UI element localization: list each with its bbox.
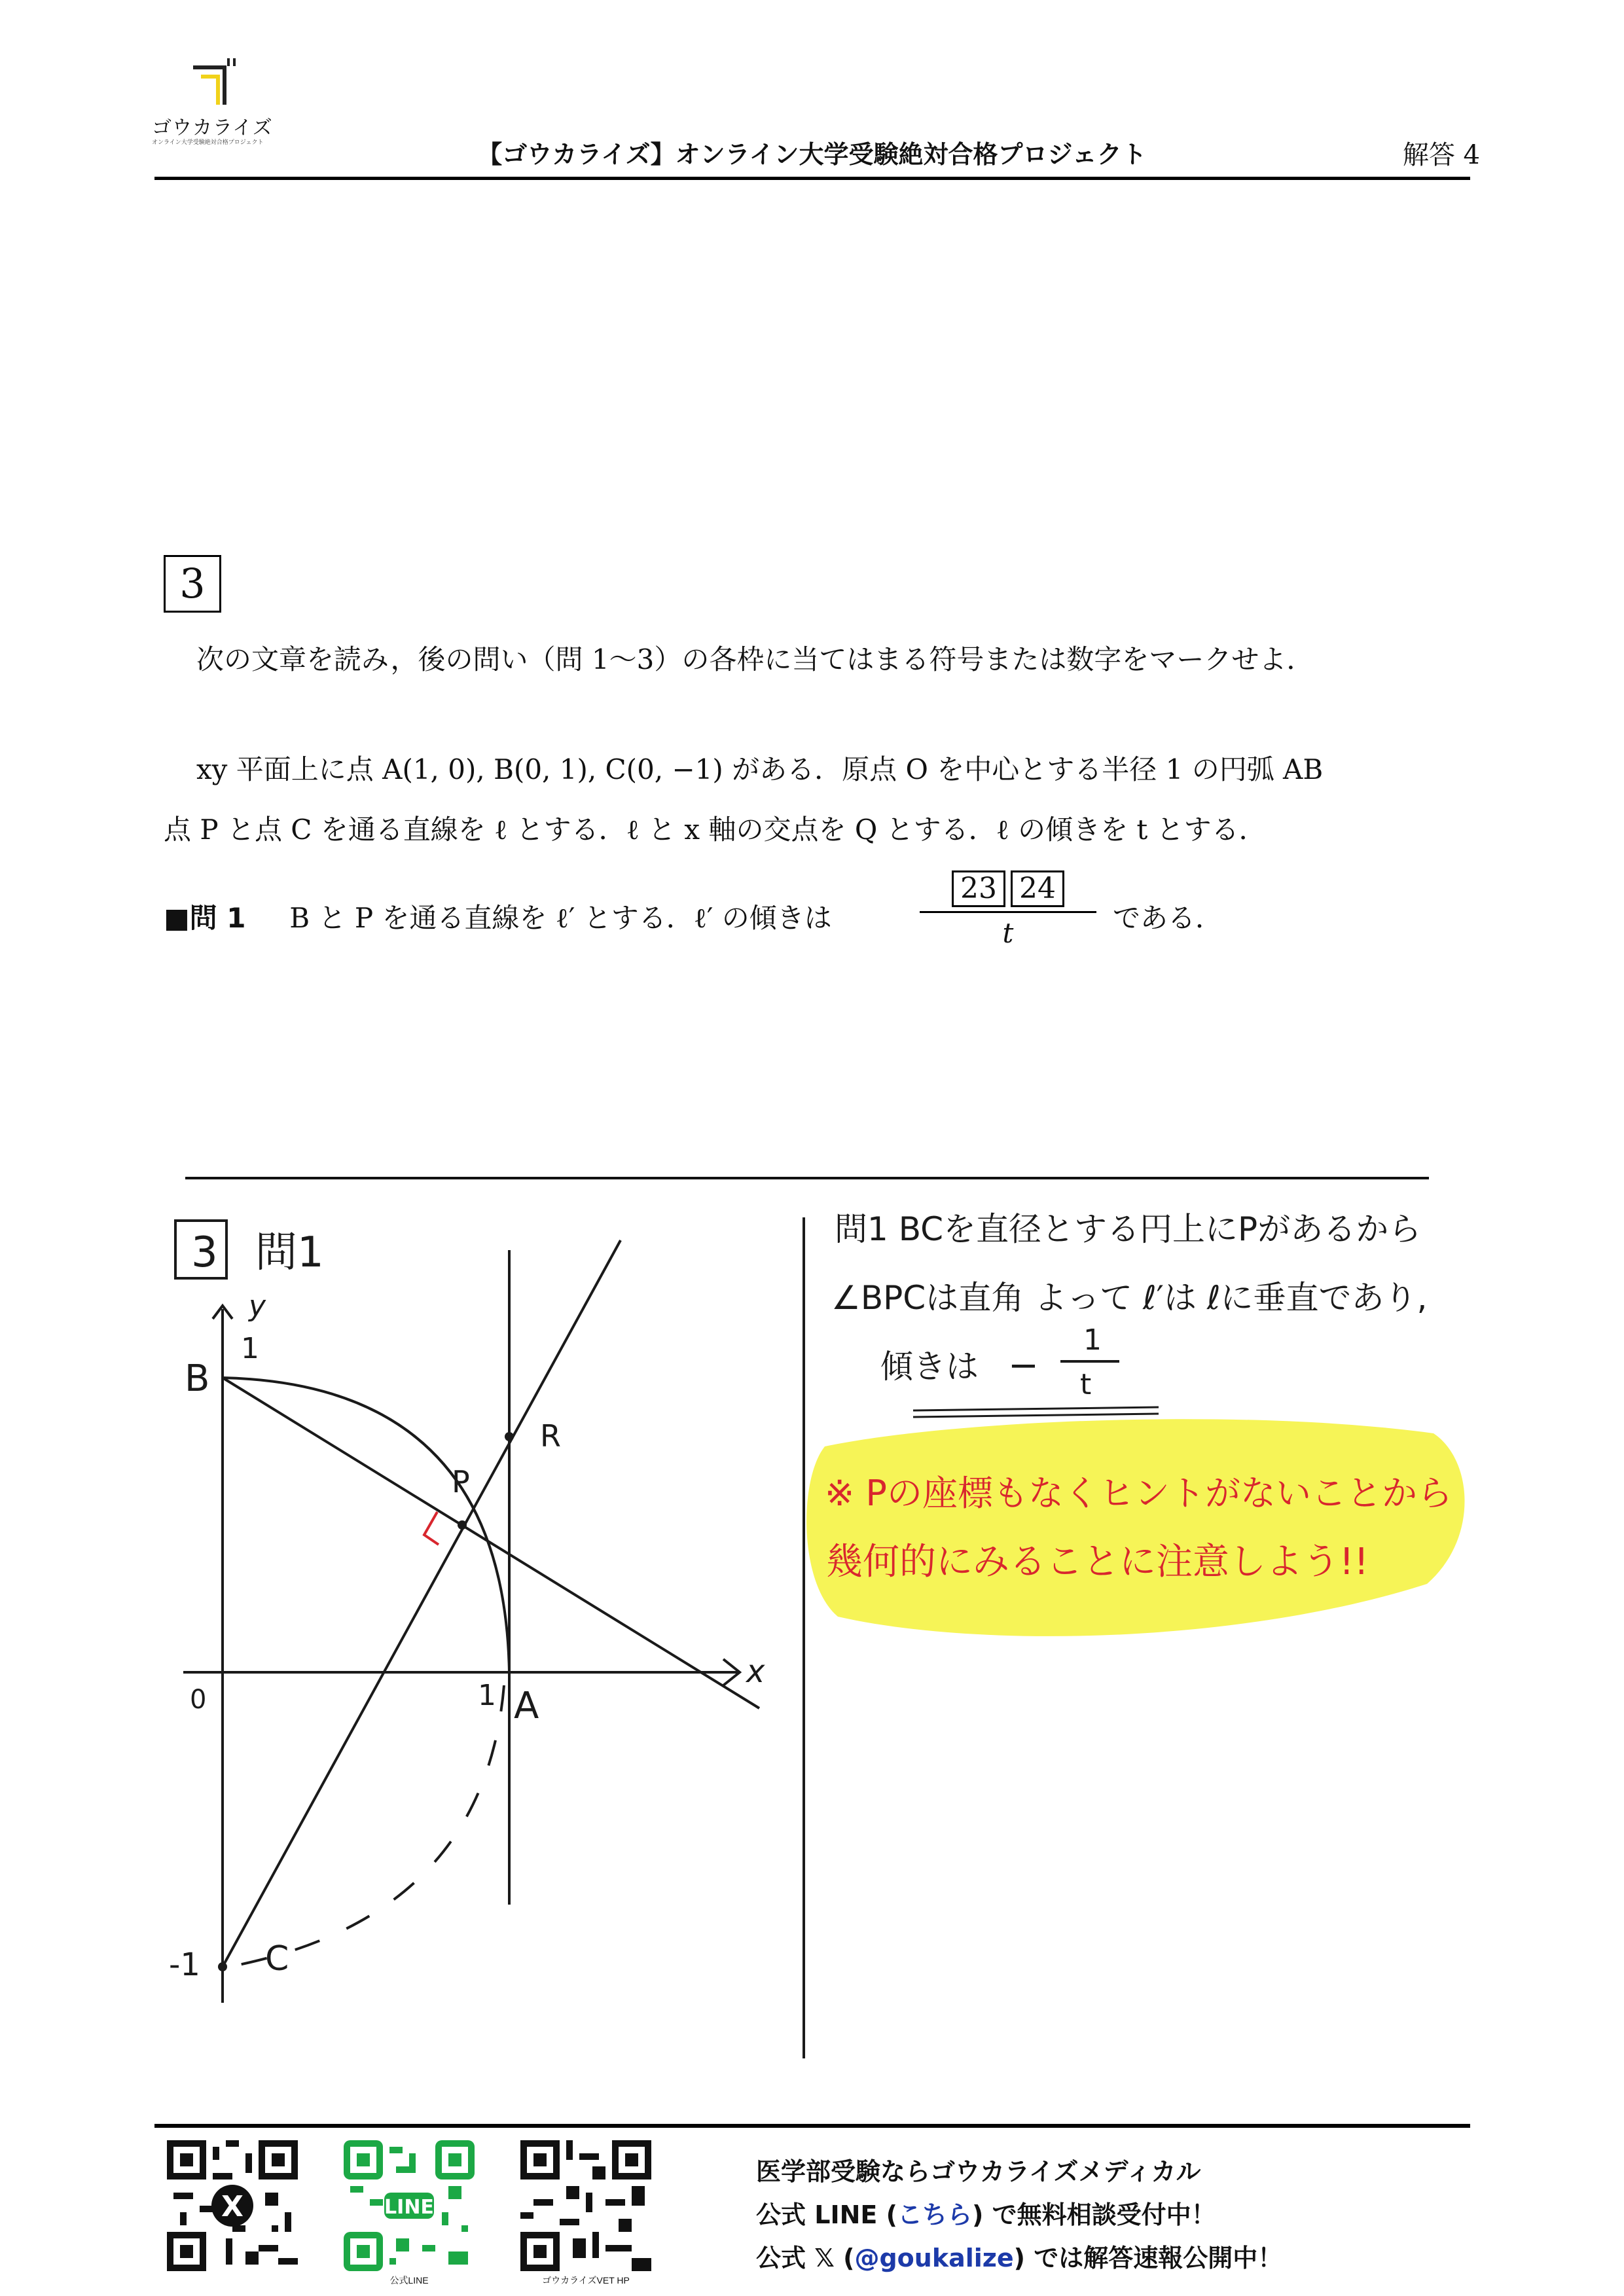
label-B: B: [185, 1357, 210, 1400]
point-C: [218, 1962, 227, 1971]
page-label: 解答 4: [1402, 140, 1480, 170]
x-account-link[interactable]: @goukalize: [854, 2244, 1014, 2272]
label-one-x: 1: [478, 1679, 496, 1712]
svg-text:LINE: LINE: [384, 2196, 434, 2219]
label-minus-one: -1: [169, 1946, 200, 1983]
svg-text:X: X: [221, 2190, 244, 2223]
line-l-prime: [223, 1378, 759, 1708]
footer-line2: 公式 LINE (こちら) で無料相談受付中！: [756, 2200, 1216, 2229]
note-line3: 傾きは: [880, 1348, 979, 1386]
hand-header: 問1: [255, 1229, 324, 1277]
note-line2: ∠BPCは直角 よって ℓ′は ℓに垂直であり,: [831, 1279, 1428, 1317]
red-note-line2: 幾何的にみることに注意しよう!!: [826, 1541, 1369, 1583]
label-zero: 0: [190, 1685, 207, 1715]
qr-line-caption: 公式LINE: [389, 2275, 429, 2286]
footer-rule: [154, 2124, 1470, 2128]
arc-AC-dashed: [229, 1685, 504, 1967]
answer-underline: [913, 1407, 1159, 1410]
header-title: 【ゴウカライズ】オンライン大学受験絶対合格プロジェクト: [477, 140, 1147, 169]
question-1-lead: ■問 1: [164, 902, 246, 934]
qr-vet[interactable]: [520, 2140, 651, 2287]
fraction-denominator: t: [1002, 917, 1014, 949]
highlight-mark: [806, 1419, 1464, 1636]
qr-code-vet: [520, 2140, 651, 2271]
label-P: P: [452, 1464, 470, 1499]
slope-denominator: t: [1080, 1368, 1092, 1401]
red-note-line1: ※ Pの座標もなくヒントがないことから: [825, 1473, 1453, 1514]
label-y: y: [249, 1289, 266, 1323]
qr-line[interactable]: [344, 2140, 475, 2287]
qr-code-x: [167, 2140, 298, 2271]
question-1-text: B と P を通る直線を ℓ′ とする．ℓ′ の傾きは: [289, 902, 832, 934]
qr-vet-caption: ゴウカライズVET HP: [542, 2275, 630, 2286]
problem-setup-line2: 点 P と点 C を通る直線を ℓ とする．ℓ と x 軸の交点を Q とする．ℓ の傾きを t とする．: [164, 814, 1267, 846]
label-x: x: [746, 1653, 765, 1690]
slope-numerator: 1: [1083, 1323, 1102, 1357]
answer-box-23[interactable]: 23: [952, 870, 1005, 907]
footer-line1: 医学部受験ならゴウカライズメディカル: [756, 2157, 1201, 2186]
line-link[interactable]: こちら: [897, 2200, 972, 2229]
note-line1: 問1 BCを直径とする円上にPがあるから: [835, 1210, 1422, 1248]
label-R: R: [540, 1418, 561, 1454]
answer-box-24[interactable]: 24: [1011, 870, 1064, 907]
label-one-y: 1: [241, 1332, 259, 1365]
right-angle-mark: [424, 1512, 439, 1545]
footer-line3: 公式 𝕏 (@goukalize) では解答速報公開中！: [756, 2244, 1283, 2272]
slope-minus: −: [1008, 1344, 1039, 1387]
question-1-end: である．: [1113, 902, 1223, 934]
logo-text: ゴウカライズ: [152, 117, 273, 139]
point-R: [505, 1432, 514, 1441]
point-P: [458, 1520, 467, 1530]
problem-setup-line1: xy 平面上に点 A(1, 0), B(0, 1), C(0, −1) がある．原点 O を中心とする半径 1 の円弧 AB: [196, 753, 1324, 785]
problem-number-box: 3: [164, 555, 221, 613]
problem-intro: 次の文章を読み，後の問い（問 1〜3）の各枠に当てはまる符号または数字をマークせよ．: [196, 643, 1314, 675]
hand-box-number: 3: [191, 1229, 218, 1277]
logo-subtext: オンライン大学受験絶対合格プロジェクト: [152, 139, 264, 146]
qr-code-line: [344, 2140, 475, 2271]
qr-x[interactable]: [167, 2140, 298, 2274]
label-C: C: [265, 1939, 289, 1979]
line-l: [223, 1240, 621, 1967]
label-A: A: [514, 1685, 539, 1727]
answer-underline-2: [913, 1414, 1159, 1417]
footer-text: [756, 2150, 1282, 2280]
